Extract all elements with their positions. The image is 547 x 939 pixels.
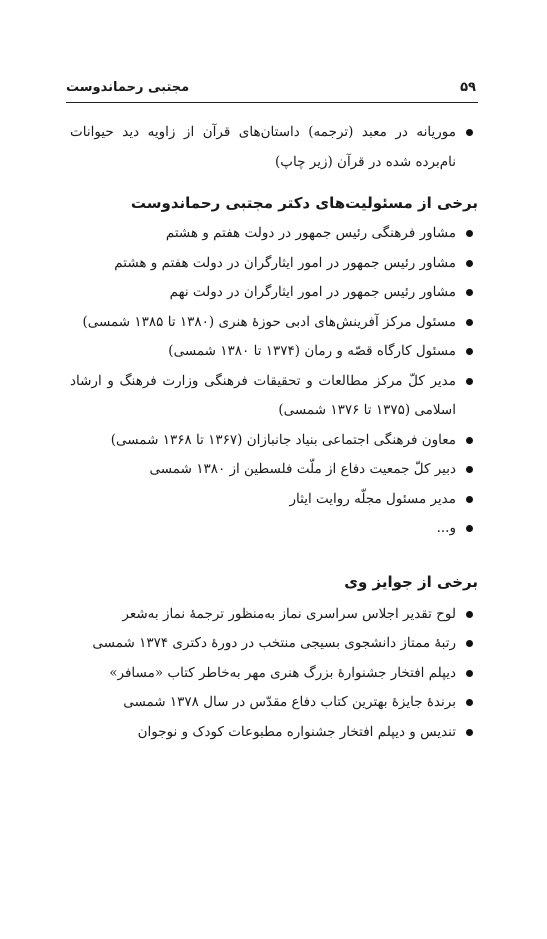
list-item: تندیس و دیپلم افتخار جشنواره مطبوعات کودک و نوجوان xyxy=(70,718,478,748)
section-title-awards: برخی از جوایز وی xyxy=(344,572,478,591)
list-item: رتبهٔ ممتاز دانشجوی بسیجی منتخب در دورهٔ دکتری ۱۳۷۴ شمسی xyxy=(70,629,478,659)
list-item: مسئول مرکز آفرینش‌های ادبی حوزهٔ هنری (۱۳۸۰ تا ۱۳۸۵ شمسی) xyxy=(70,308,478,338)
running-header xyxy=(66,80,478,103)
list-item: مسئول کارگاه قصّه و رمان (۱۳۷۴ تا ۱۳۸۰ شمسی) xyxy=(70,337,478,367)
section-title-responsibilities: برخی از مسئولیت‌های دکتر مجتبی رحماندوست xyxy=(130,194,478,212)
intro-list xyxy=(70,118,478,177)
page-number: ۵۹ xyxy=(460,80,476,95)
list-item: و... xyxy=(70,514,478,544)
list-item: مشاور فرهنگی رئیس جمهور در دولت هفتم و هشتم xyxy=(70,219,478,249)
list-item: مشاور رئیس جمهور در امور ایثارگران در دولت هفتم و هشتم xyxy=(70,249,478,279)
page-body xyxy=(70,118,478,747)
list-item: معاون فرهنگی اجتماعی بنیاد جانبازان (۱۳۶۷ تا ۱۳۶۸ شمسی) xyxy=(70,426,478,456)
running-title: مجتبی رحماندوست xyxy=(66,80,190,95)
awards-list xyxy=(70,600,478,748)
responsibilities-list xyxy=(70,219,478,544)
list-item-intro: موریانه در معبد (ترجمه) داستان‌های قرآن از زاویه دید حیوانات نام‌برده شده در قرآن (زیر چاپ) xyxy=(70,118,478,177)
list-item: مدیر کلّ مرکز مطالعات و تحقیقات فرهنگی وزارت فرهنگ و ارشاد اسلامی (۱۳۷۵ تا ۱۳۷۶ شمسی) xyxy=(70,367,478,426)
list-item: مدیر مسئول مجلّه روایت ایثار xyxy=(70,485,478,515)
list-item: لوح تقدیر اجلاس سراسری نماز به‌منظور ترجمهٔ نماز به‌شعر xyxy=(70,600,478,630)
list-item: دیپلم افتخار جشنوارهٔ بزرگ هنری مهر به‌خاطر کتاب «مسافر» xyxy=(70,659,478,689)
list-item: برندهٔ جایزهٔ بهترین کتاب دفاع مقدّس در سال ۱۳۷۸ شمسی xyxy=(70,688,478,718)
list-item: مشاور رئیس جمهور در امور ایثارگران در دولت نهم xyxy=(70,278,478,308)
list-item: دبیر کلّ جمعیت دفاع از ملّت فلسطین از ۱۳۸۰ شمسی xyxy=(70,455,478,485)
